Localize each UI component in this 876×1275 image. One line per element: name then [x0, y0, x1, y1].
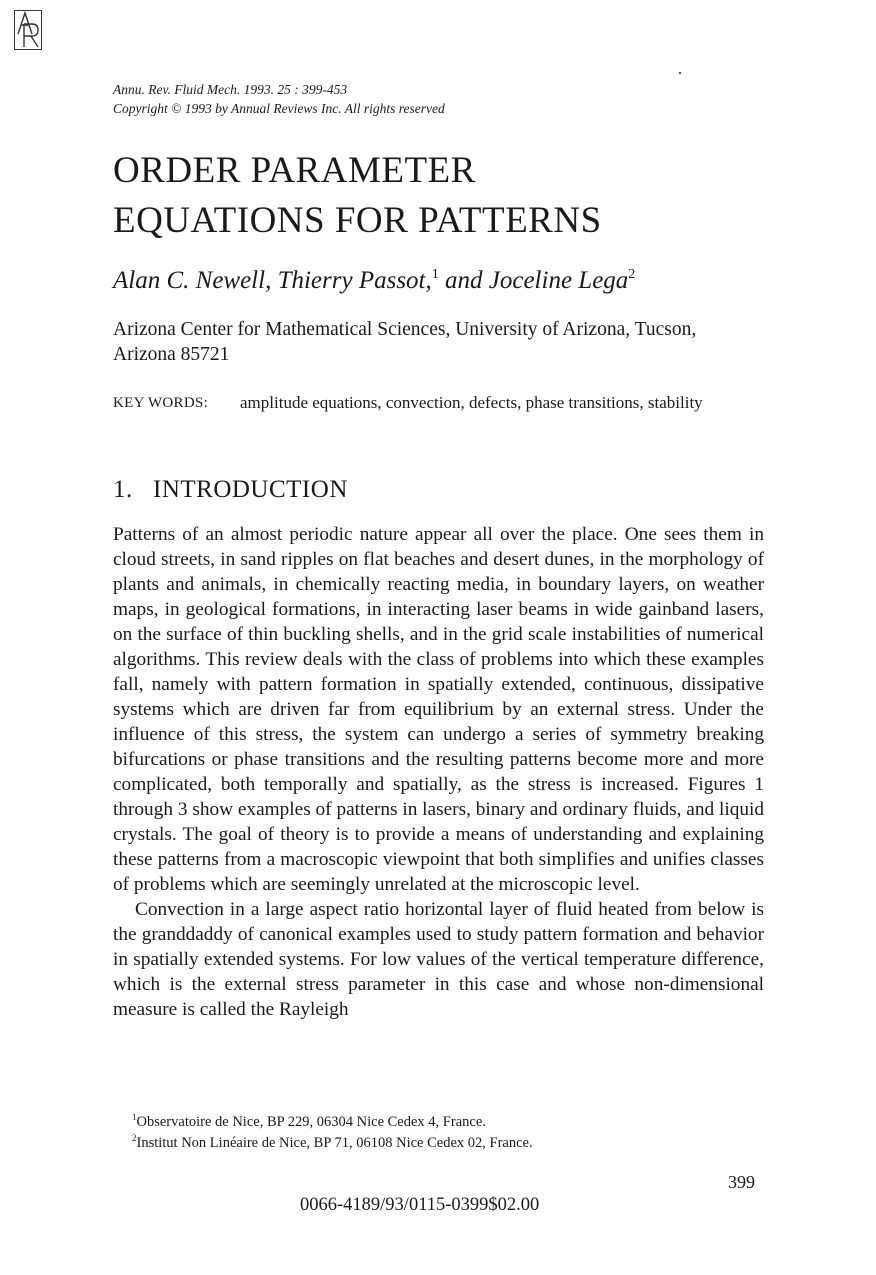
keywords-text: amplitude equations, convection, defects, phase transitions, stability: [240, 393, 703, 412]
author-lega: Joceline Lega: [488, 267, 629, 294]
footnote-mark-2: 2: [628, 267, 636, 282]
paragraph-2: Convection in a large aspect ratio horizontal layer of fluid heated from below is the granddaddy of canonical examples used to study pattern formation and behavior in spatially extended systems. For low values of the vertical temperature difference, which is the external stress parameter in this case and whose non-dimensional measure is called the Rayleigh: [113, 899, 764, 1020]
section-title: INTRODUCTION: [153, 476, 348, 503]
article-title: [113, 146, 813, 246]
journal-info: [113, 80, 445, 118]
annual-reviews-logo-icon: [14, 10, 42, 50]
keywords-label: KEY WORDS:: [113, 395, 209, 411]
issn-code: 0066-4189/93/0115-0399$02.00: [300, 1195, 540, 1215]
copyright-line: Copyright © 1993 by Annual Reviews Inc. All rights reserved: [113, 101, 445, 116]
title-line-1: ORDER PARAMETER: [113, 150, 476, 191]
affiliation-line-2: Arizona 85721: [113, 344, 230, 365]
footnote-2: [132, 1133, 533, 1154]
footnotes: [132, 1112, 533, 1154]
section-number: 1.: [113, 476, 133, 503]
author-list: [113, 265, 635, 297]
footnote-1-mark: 1: [132, 1112, 137, 1122]
affiliation-line-1: Arizona Center for Mathematical Sciences, University of Arizona, Tucson,: [113, 319, 697, 340]
body-text: [113, 522, 764, 1022]
author-conjunction: and: [438, 267, 489, 294]
affiliation: [113, 317, 763, 367]
scan-speck: [679, 72, 681, 74]
citation-line: Annu. Rev. Fluid Mech. 1993. 25 : 399-453: [113, 82, 348, 97]
page-number: 399: [728, 1172, 755, 1192]
footnote-1-text: Observatoire de Nice, BP 229, 06304 Nice Cedex 4, France.: [136, 1114, 486, 1130]
footnote-2-mark: 2: [132, 1133, 137, 1143]
footnote-2-text: Institut Non Linéaire de Nice, BP 71, 06108 Nice Cedex 02, France.: [136, 1135, 533, 1151]
section-heading: [113, 474, 348, 506]
paragraph-1: Patterns of an almost periodic nature appear all over the place. One sees them in cloud streets, in sand ripples on flat beaches and desert dunes, in the morphology of plants and animals, in chemically reacting media, in boundary layers, on weather maps, in geological formations, in interacting laser beams in wide gainband lasers, on the surface of thin buckling shells, and in the grid scale instabilities of numerical algorithms. This review deals with the class of problems into which these examples fall, namely with pattern formation in spatially extended, continuous, dissipative systems which are driven far from equilibrium by an external stress. Under the influence of this stress, the system can undergo a series of symmetry breaking bifurcations or phase transitions and the resulting patterns become more and more complicated, both temporally and spatially, as the stress is increased. Figures 1 through 3 show examples of patterns in lasers, binary and ordinary fluids, and liquid crystals. The goal of theory is to provide a means of understanding and explaining these patterns from a macroscopic viewpoint that both simplifies and unifies classes of problems which are seemingly unrelated at the microscopic level.: [113, 524, 764, 895]
author-passot: Thierry Passot,: [277, 267, 432, 294]
author-newell: Alan C. Newell,: [113, 267, 278, 294]
title-line-2: EQUATIONS FOR PATTERNS: [113, 200, 602, 241]
footnote-1: [132, 1112, 533, 1133]
footnote-mark-1: 1: [431, 267, 439, 282]
